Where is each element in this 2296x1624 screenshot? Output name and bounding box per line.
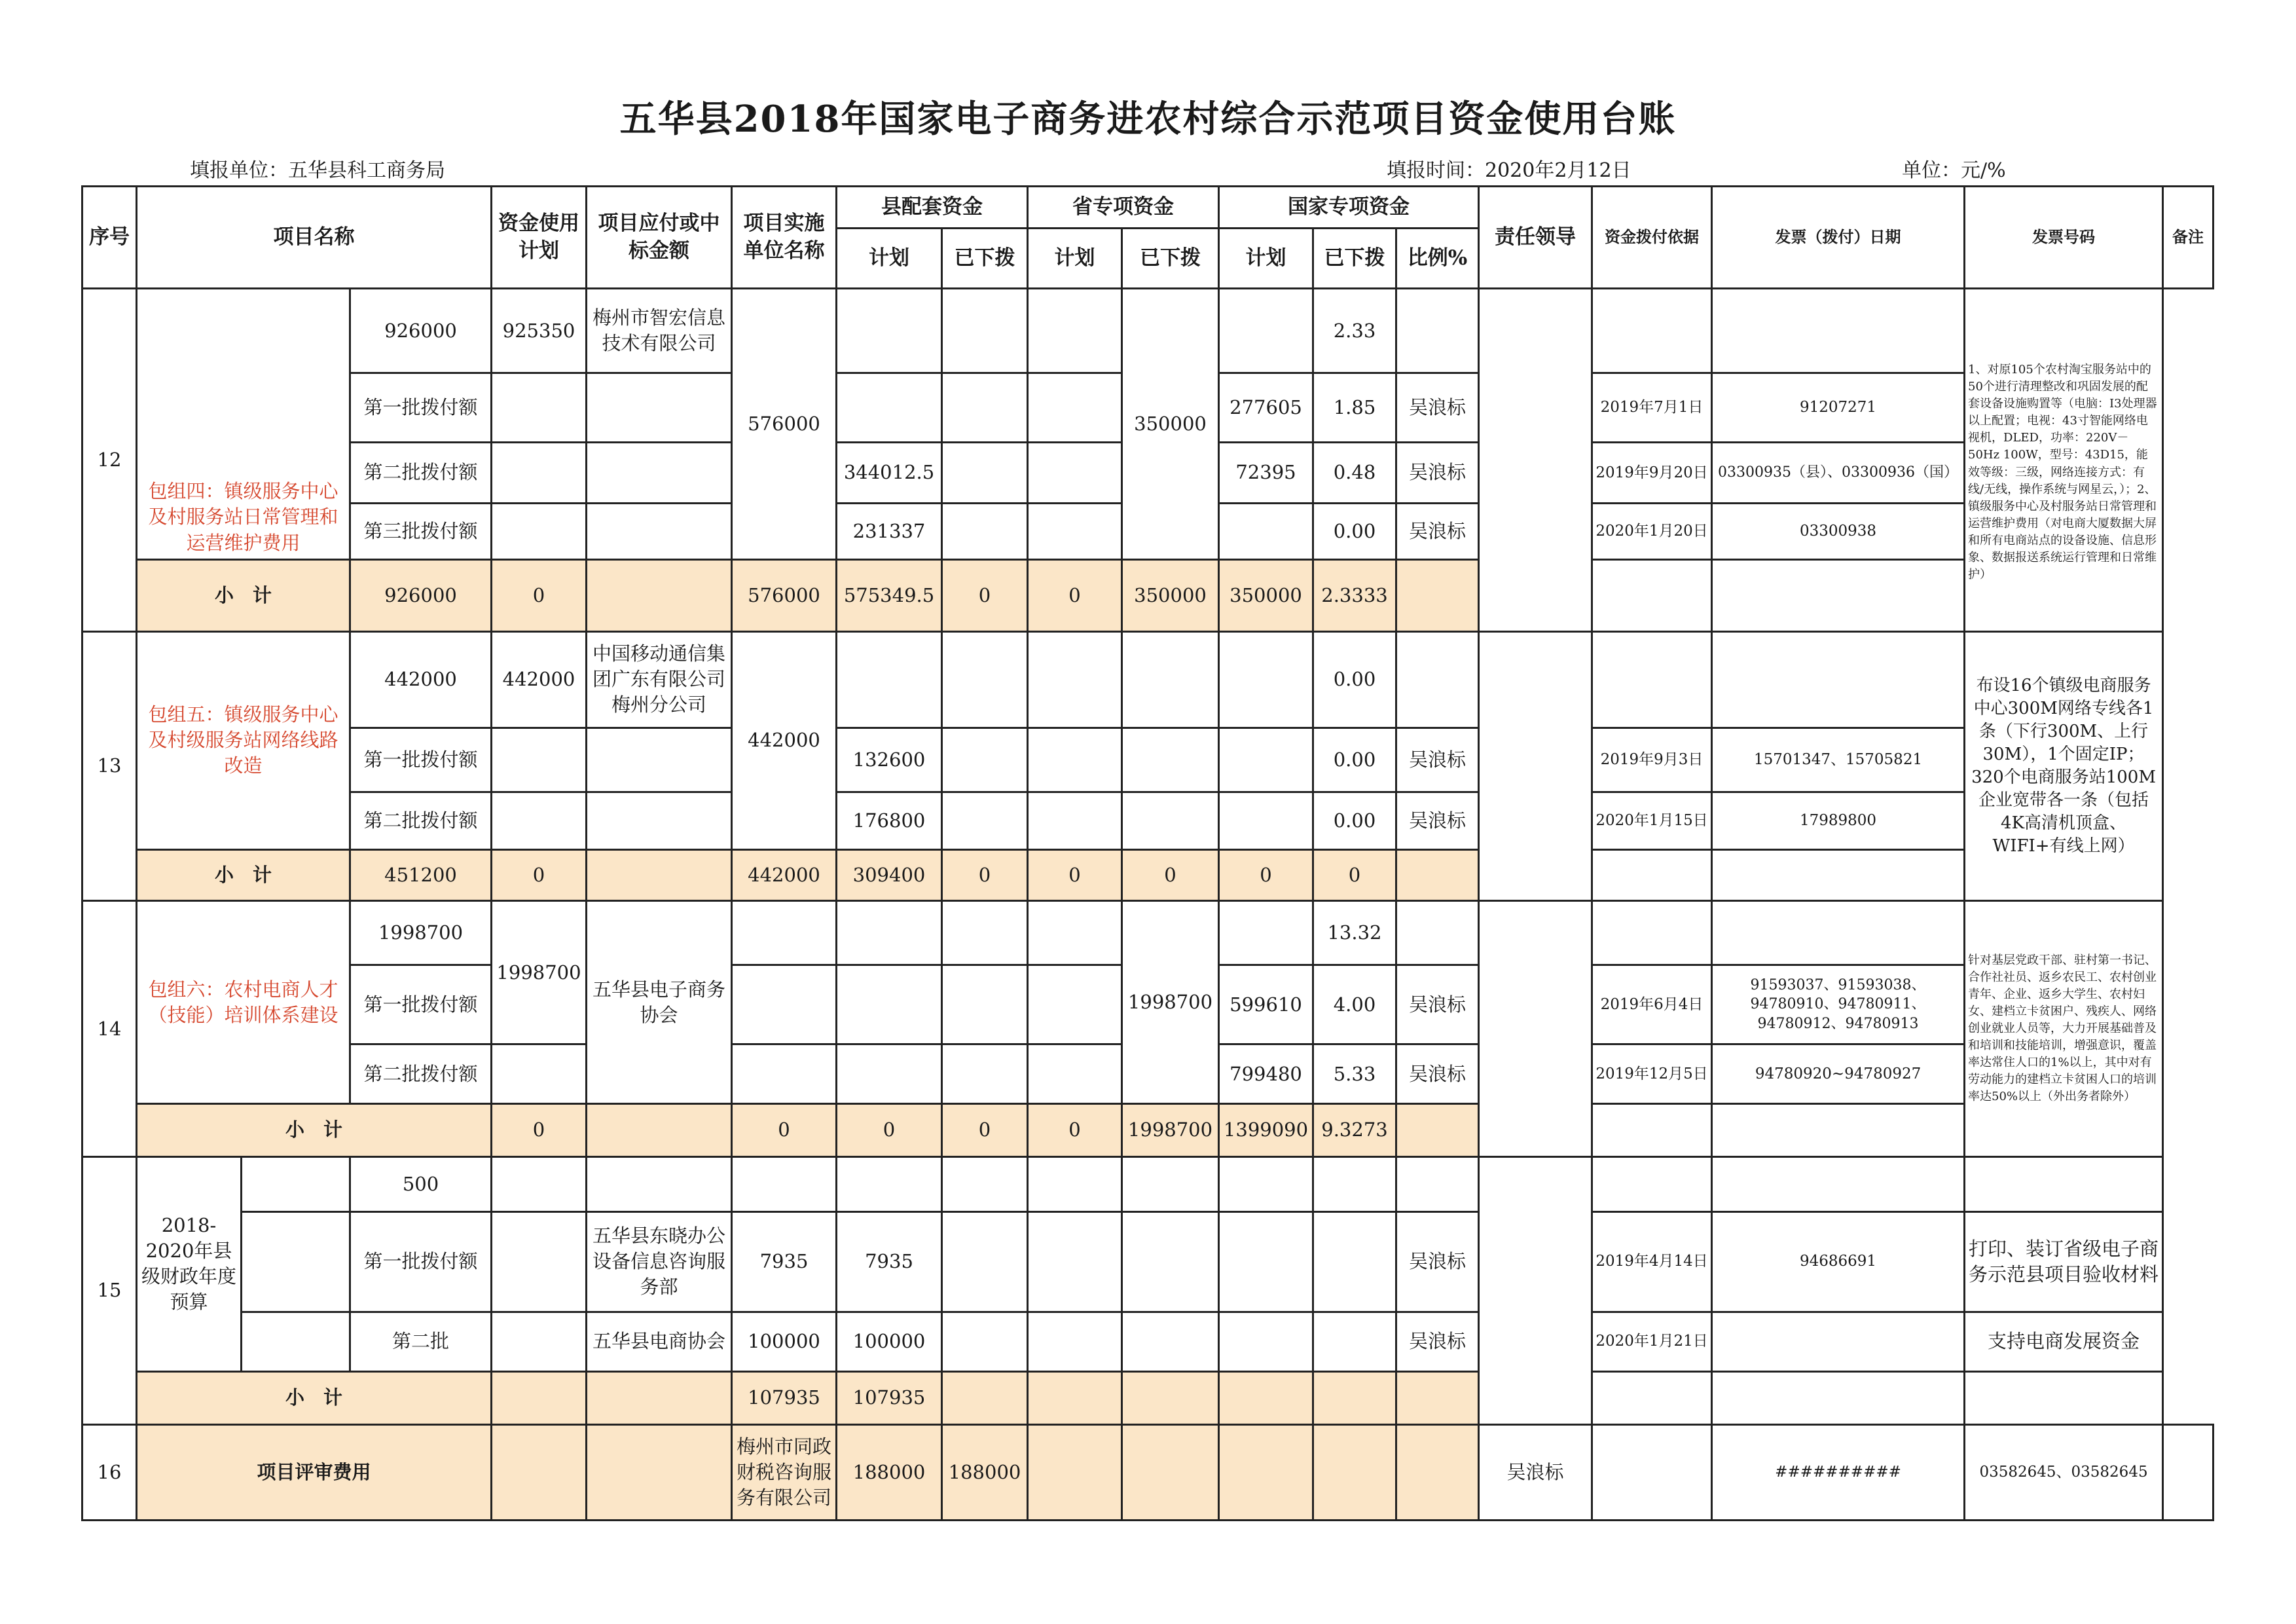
bid-cell: 1998700 (492, 901, 587, 1044)
county-paid-cell: 176800 (837, 792, 942, 849)
subtotal-province-paid: 0 (1028, 849, 1122, 901)
leader-cell: 吴浪标 (1396, 503, 1479, 559)
national-paid-cell: 277605 (1219, 373, 1313, 443)
leader-cell: 吴浪标 (1396, 443, 1479, 504)
subtotal-plan: 926000 (350, 559, 492, 631)
county-paid-cell: 188000 (942, 1424, 1028, 1520)
ratio-cell: 0.00 (1313, 503, 1396, 559)
invoice-date-cell: 2019年9月3日 (1592, 728, 1712, 792)
subtotal-bid: 0 (492, 1104, 587, 1157)
subtotal-province-paid: 0 (1028, 1104, 1122, 1157)
seq-cell: 13 (82, 631, 137, 901)
leader-cell: 吴浪标 (1396, 792, 1479, 849)
invoice-date-cell: 2020年1月21日 (1592, 1312, 1712, 1372)
ratio-cell: 4.00 (1313, 965, 1396, 1044)
county-paid-cell: 7935 (837, 1211, 942, 1312)
subtotal-county-paid: 309400 (837, 849, 942, 901)
table-row (82, 1424, 2214, 1520)
national-plan-cell: 1998700 (1122, 901, 1219, 1104)
leader-cell: 吴浪标 (1396, 728, 1479, 792)
plan-cell: 926000 (350, 289, 492, 373)
project-name-cell: 包组四：镇级服务中心及村服务站日常管理和运营维护费用 (137, 289, 350, 560)
project-name-cell: 2018-2020年县级财政年度预算 (137, 1156, 242, 1371)
subtotal-county-plan: 107935 (732, 1371, 837, 1424)
ratio-cell: 0.00 (1313, 792, 1396, 849)
county-plan-cell: 576000 (732, 289, 837, 560)
project-name-cell: 包组五：镇级服务中心及村级服务站网络线路改造 (137, 631, 350, 849)
subtotal-row (82, 1371, 2214, 1424)
subtotal-row (82, 1104, 2214, 1157)
subtotal-row (82, 559, 2214, 631)
invoice-number-cell: 03582645、03582645 (1965, 1424, 2163, 1520)
subtotal-label: 小 计 (137, 849, 350, 901)
fund-ledger-table (81, 185, 2214, 1521)
implementer-cell: 梅州市智宏信息技术有限公司 (587, 289, 732, 373)
header-national-fund: 国家专项资金 (1219, 187, 1479, 229)
subtotal-label: 小 计 (137, 559, 350, 631)
ratio-cell: 0.00 (1313, 631, 1396, 728)
header-county-plan: 计划 (837, 229, 942, 289)
header-county-paid: 已下拨 (942, 229, 1028, 289)
leader-cell: 吴浪标 (1396, 965, 1479, 1044)
subtotal-county-paid: 575349.5 (837, 559, 942, 631)
table-row (82, 728, 2214, 792)
subtotal-national-paid: 0 (1219, 849, 1313, 901)
invoice-date-cell: 2019年4月14日 (1592, 1211, 1712, 1312)
header-province-fund: 省专项资金 (1028, 187, 1219, 229)
subtotal-row (82, 849, 2214, 901)
subtotal-province-plan: 0 (942, 1104, 1028, 1157)
implementer-cell: 五华县电子商务协会 (587, 901, 732, 1104)
header-province-plan: 计划 (1028, 229, 1122, 289)
table-row (82, 901, 2214, 965)
subtotal-national-paid: 1399090 (1219, 1104, 1313, 1157)
invoice-date-cell: 2020年1月15日 (1592, 792, 1712, 849)
ratio-cell: 1.85 (1313, 373, 1396, 443)
leader-cell: 吴浪标 (1396, 373, 1479, 443)
subtotal-label: 小 计 (137, 1371, 492, 1424)
batch-label-cell: 第一批拨付额 (350, 965, 492, 1044)
ratio-cell: 5.33 (1313, 1044, 1396, 1104)
county-plan-cell: 188000 (837, 1424, 942, 1520)
header-province-paid: 已下拨 (1122, 229, 1219, 289)
reporting-date: 填报时间：2020年2月12日 (1387, 159, 1631, 182)
ratio-cell: 0.00 (1313, 728, 1396, 792)
invoice-number-cell: 94686691 (1712, 1211, 1965, 1312)
remark-cell: 布设16个镇级电商服务中心300M网络专线各1条（下行300M、上行30M），1个固定IP；320个电商服务站100M企业宽带各一条（包括4K高清机顶盒、WIFI+有线上网） (1965, 631, 2163, 901)
invoice-date-cell: 2019年9月20日 (1592, 443, 1712, 504)
table-row (82, 1312, 2214, 1372)
national-paid-cell: 799480 (1219, 1044, 1313, 1104)
implementer-cell: 五华县电商协会 (587, 1312, 732, 1372)
subtotal-county-plan: 442000 (732, 849, 837, 901)
invoice-date-cell: 2019年7月1日 (1592, 373, 1712, 443)
ratio-cell: 13.32 (1313, 901, 1396, 965)
subtotal-province-plan: 0 (942, 849, 1028, 901)
header-bid-amount: 项目应付或中标金额 (587, 187, 732, 289)
header-leader: 责任领导 (1479, 187, 1592, 289)
subtotal-national-paid: 350000 (1219, 559, 1313, 631)
subtotal-national-plan: 350000 (1122, 559, 1219, 631)
invoice-number-cell: 91207271 (1712, 373, 1965, 443)
ratio-cell: 0.48 (1313, 443, 1396, 504)
invoice-number-cell: 15701347、15705821 (1712, 728, 1965, 792)
plan-cell: 442000 (350, 631, 492, 728)
subtotal-label: 小 计 (137, 1104, 492, 1157)
batch-label-cell: 第二批 (350, 1312, 492, 1372)
subtotal-county-plan: 0 (732, 1104, 837, 1157)
header-fund-plan: 资金使用计划 (492, 187, 587, 289)
invoice-number-cell: 03300935（县）、03300936（国） (1712, 443, 1965, 504)
invoice-date-cell: 2019年12月5日 (1592, 1044, 1712, 1104)
batch-label-cell: 第二批拨付额 (350, 1044, 492, 1104)
table-row (82, 1156, 2214, 1211)
implementer-cell: 五华县东晓办公设备信息咨询服务部 (587, 1211, 732, 1312)
ratio-cell: 2.33 (1313, 289, 1396, 373)
invoice-number-cell: 03300938 (1712, 503, 1965, 559)
header-national-plan: 计划 (1219, 229, 1313, 289)
subtotal-bid: 0 (492, 559, 587, 631)
national-plan-cell: 350000 (1122, 289, 1219, 560)
invoice-date-cell: 2020年1月20日 (1592, 503, 1712, 559)
seq-cell: 12 (82, 289, 137, 632)
invoice-number-cell: 94780920~94780927 (1712, 1044, 1965, 1104)
subtotal-plan: 451200 (350, 849, 492, 901)
implementer-cell: 中国移动通信集团广东有限公司梅州分公司 (587, 631, 732, 728)
remark-cell: 1、对原105个农村淘宝服务站中的50个进行清理整改和巩固发展的配套设备设施购置等（电脑：I3处理器以上配置；电视：43寸智能网络电视机，DLED，功率：220V－50Hz 100W，型号：43D15，能效等级：三级，网络连接方式：有线/无线，操作系统与网星云，）；2、镇级服务中心及村服务站日常管理和运营维护费用（对电商大厦数据大屏和所有电商站点的设备设施、信息形象、数据报送系统运行管理和日常维护） (1965, 289, 2163, 632)
county-plan-cell: 100000 (732, 1312, 837, 1372)
seq-cell: 14 (82, 901, 137, 1157)
header-national-ratio: 比例% (1396, 229, 1479, 289)
invoice-number-cell: 91593037、91593038、94780910、94780911、94780912、94780913 (1712, 965, 1965, 1044)
remark-cell: 打印、装订省级电子商务示范县项目验收材料 (1965, 1211, 2163, 1312)
seq-cell: 15 (82, 1156, 137, 1424)
subtotal-ratio: 0 (1313, 849, 1396, 901)
subtotal-national-plan: 0 (1122, 849, 1219, 901)
header-payment-basis: 资金拨付依据 (1592, 187, 1712, 289)
page-title: 五华县2018年国家电子商务进农村综合示范项目资金使用台账 (619, 98, 1677, 141)
remark-cell: 针对基层党政干部、驻村第一书记、合作社社员、返乡农民工、农村创业青年、企业、返乡大学生、农村妇女、建档立卡贫困户、残疾人、网络创业就业人员等，大力开展基础普及和培训和技能培训，增强意识，覆盖率达常住人口的1%以上，其中对有劳动能力的建档立卡贫困人口的培训率达50%以上（外出务者除外） (1965, 901, 2163, 1157)
implementer-cell: 梅州市同政财税咨询服务有限公司 (732, 1424, 837, 1520)
national-paid-cell: 599610 (1219, 965, 1313, 1044)
leader-cell: 吴浪标 (1396, 1044, 1479, 1104)
county-paid-cell: 231337 (837, 503, 942, 559)
seq-cell: 16 (82, 1424, 137, 1520)
county-plan-cell: 442000 (732, 631, 837, 849)
subtotal-county-plan: 576000 (732, 559, 837, 631)
subtotal-province-paid: 0 (1028, 559, 1122, 631)
reporting-unit: 填报单位：五华县科工商务局 (190, 159, 445, 182)
county-plan-cell: 7935 (732, 1211, 837, 1312)
leader-cell: 吴浪标 (1479, 1424, 1592, 1520)
subtotal-county-paid: 107935 (837, 1371, 942, 1424)
subtotal-ratio: 2.3333 (1313, 559, 1396, 631)
subtotal-county-paid: 0 (837, 1104, 942, 1157)
header-remark: 备注 (2163, 187, 2214, 289)
bid-cell: 442000 (492, 631, 587, 728)
currency-unit: 单位：元/% (1902, 159, 2006, 182)
subtotal-national-plan: 1998700 (1122, 1104, 1219, 1157)
header-project-name: 项目名称 (137, 187, 492, 289)
batch-label-cell: 第一批拨付额 (350, 373, 492, 443)
project-name-cell: 项目评审费用 (137, 1424, 492, 1520)
batch-label-cell: 第三批拨付额 (350, 503, 492, 559)
batch-label-cell: 第一批拨付额 (350, 728, 492, 792)
plan-cell: 1998700 (350, 901, 492, 965)
leader-cell: 吴浪标 (1396, 1312, 1479, 1372)
batch-label-cell: 第二批拨付额 (350, 443, 492, 504)
header-seq: 序号 (82, 187, 137, 289)
plan-cell: 500 (350, 1156, 492, 1211)
table-row (82, 631, 2214, 728)
header-national-paid: 已下拨 (1313, 229, 1396, 289)
invoice-number-cell: 17989800 (1712, 792, 1965, 849)
county-paid-cell: 132600 (837, 728, 942, 792)
header-implementer: 项目实施单位名称 (732, 187, 837, 289)
subtotal-bid: 0 (492, 849, 587, 901)
table-row (82, 1211, 2214, 1312)
header-county-fund: 县配套资金 (837, 187, 1028, 229)
national-paid-cell: 72395 (1219, 443, 1313, 504)
county-paid-cell: 100000 (837, 1312, 942, 1372)
project-name-cell: 包组六：农村电商人才（技能）培训体系建设 (137, 901, 350, 1104)
batch-label-cell: 第二批拨付额 (350, 792, 492, 849)
invoice-date-cell: ########## (1712, 1424, 1965, 1520)
invoice-date-cell: 2019年6月4日 (1592, 965, 1712, 1044)
remark-cell: 支持电商发展资金 (1965, 1312, 2163, 1372)
subtotal-province-plan: 0 (942, 559, 1028, 631)
subtotal-ratio: 9.3273 (1313, 1104, 1396, 1157)
header-invoice-date: 发票（拨付）日期 (1712, 187, 1965, 289)
table-row (82, 289, 2214, 373)
header-invoice-number: 发票号码 (1965, 187, 2163, 289)
county-paid-cell: 344012.5 (837, 443, 942, 504)
leader-cell: 吴浪标 (1396, 1211, 1479, 1312)
table-row (82, 792, 2214, 849)
bid-cell: 925350 (492, 289, 587, 373)
batch-label-cell: 第一批拨付额 (350, 1211, 492, 1312)
